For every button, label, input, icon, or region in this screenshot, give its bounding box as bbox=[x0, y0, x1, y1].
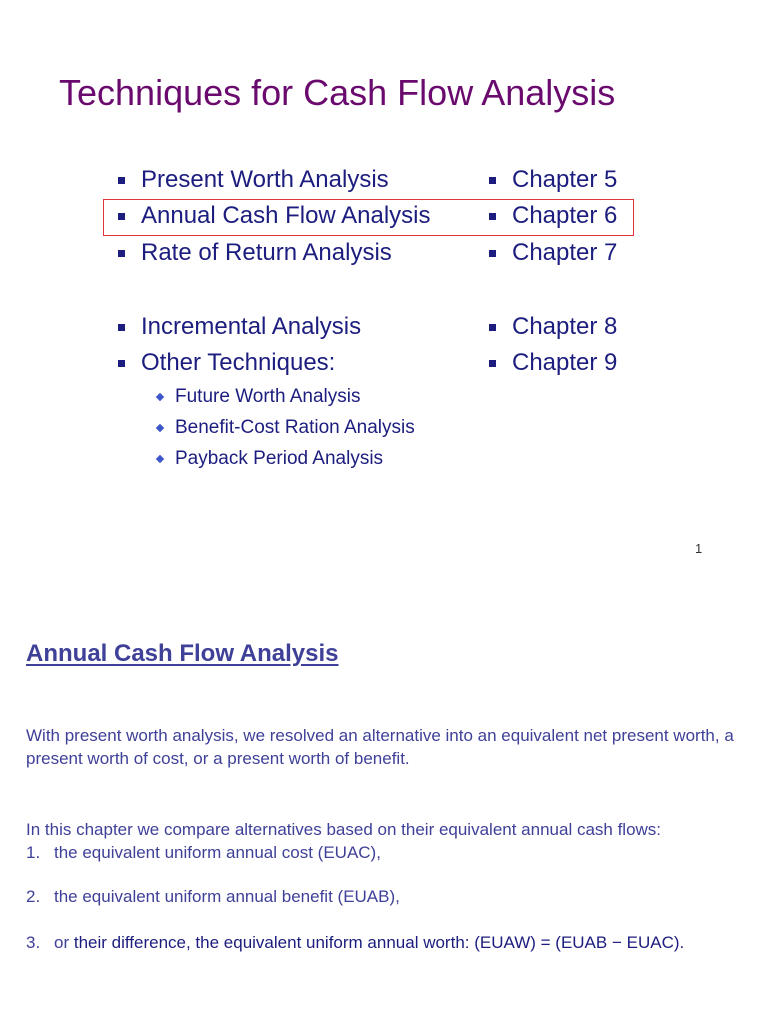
diamond-bullet-icon bbox=[156, 393, 164, 401]
sub-technique-label: Benefit-Cost Ration Analysis bbox=[175, 417, 415, 438]
list-item bbox=[0, 347, 768, 379]
square-bullet-icon bbox=[489, 360, 496, 367]
square-bullet-icon bbox=[489, 213, 496, 220]
page-number: 1 bbox=[695, 541, 703, 556]
sub-list-item bbox=[0, 385, 768, 409]
sub-technique-label: Payback Period Analysis bbox=[175, 448, 384, 469]
technique-label: Rate of Return Analysis bbox=[141, 239, 392, 266]
list-item bbox=[0, 200, 768, 232]
diamond-bullet-icon bbox=[156, 424, 164, 432]
list-item bbox=[0, 164, 768, 196]
square-bullet-icon bbox=[118, 324, 125, 331]
chapter-label: Chapter 6 bbox=[512, 202, 618, 229]
square-bullet-icon bbox=[118, 360, 125, 367]
list-text: their difference, the equivalent uniform annual worth: (EUAW) = (EUAB − EUAC). bbox=[73, 933, 685, 952]
technique-label: Annual Cash Flow Analysis bbox=[141, 202, 431, 229]
list-number: 3. bbox=[26, 933, 41, 952]
sub-list-item bbox=[0, 447, 768, 471]
square-bullet-icon bbox=[489, 177, 496, 184]
list-number: 2. bbox=[26, 887, 41, 906]
sub-list-item bbox=[0, 416, 768, 440]
diamond-bullet-icon bbox=[156, 455, 164, 463]
chapter-label: Chapter 9 bbox=[512, 349, 618, 376]
list-prefix: or bbox=[54, 933, 74, 952]
list-text-container bbox=[54, 931, 754, 954]
technique-label: Present Worth Analysis bbox=[141, 166, 389, 193]
chapter-label: Chapter 7 bbox=[512, 239, 618, 266]
section-title: Annual Cash Flow Analysis bbox=[26, 640, 339, 667]
square-bullet-icon bbox=[118, 213, 125, 220]
slide-title: Techniques for Cash Flow Analysis bbox=[59, 72, 616, 113]
paragraph: In this chapter we compare alternatives based on their equivalent annual cash flows: bbox=[26, 820, 662, 839]
paragraph: With present worth analysis, we resolved an alternative into an equivalent net present worth, a present worth of cost, or a present worth of benefit. bbox=[26, 726, 734, 768]
square-bullet-icon bbox=[118, 250, 125, 257]
list-text: the equivalent uniform annual benefit (EUAB), bbox=[54, 887, 400, 906]
square-bullet-icon bbox=[489, 324, 496, 331]
list-item bbox=[0, 237, 768, 269]
list-text: the equivalent uniform annual cost (EUAC), bbox=[54, 843, 381, 862]
technique-label: Other Techniques: bbox=[141, 349, 336, 376]
list-number: 1. bbox=[26, 843, 41, 862]
square-bullet-icon bbox=[118, 177, 125, 184]
chapter-label: Chapter 5 bbox=[512, 166, 618, 193]
list-item bbox=[0, 311, 768, 343]
sub-technique-label: Future Worth Analysis bbox=[175, 386, 361, 407]
chapter-label: Chapter 8 bbox=[512, 313, 618, 340]
square-bullet-icon bbox=[489, 250, 496, 257]
technique-label: Incremental Analysis bbox=[141, 313, 362, 340]
